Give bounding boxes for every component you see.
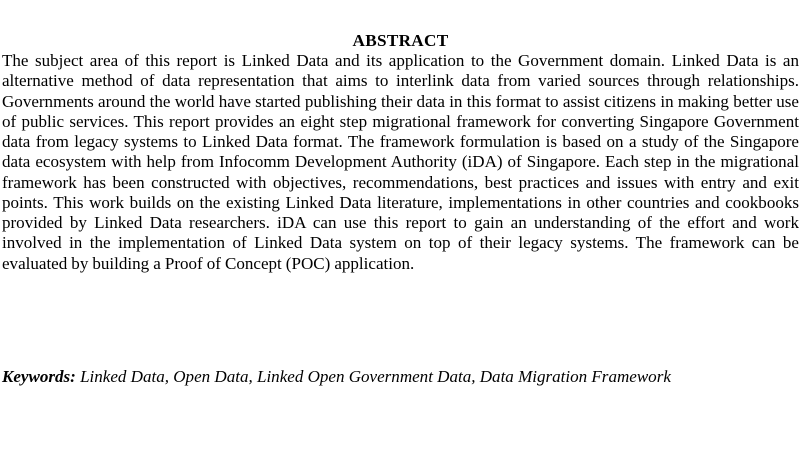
keywords-line <box>2 367 671 387</box>
keywords-text: Linked Data, Open Data, Linked Open Government Data, Data Migration Framework <box>80 367 671 386</box>
keywords-label: Keywords: <box>2 367 76 386</box>
abstract-heading: ABSTRACT <box>352 31 449 50</box>
abstract-body: The subject area of this report is Linked Data and its application to the Government domain. Linked Data is an alternative method of data representation that aims to interlink data from varied sources through relationships. Governments around the world have started publishing their data in this format to assist citizens in making better use of public services. This report provides an eight step migrational framework for converting Singapore Government data from legacy systems to Linked Data format. The framework formulation is based on a study of the Singapore data ecosystem with help from Infocomm Development Authority (iDA) of Singapore. Each step in the migrational framework has been constructed with objectives, recommendations, best practices and issues with entry and exit points. This work builds on the existing Linked Data literature, implementations in other countries and cookbooks provided by Linked Data researchers. iDA can use this report to gain an understanding of the effort and work involved in the implementation of Linked Data system on top of their legacy systems. The framework can be evaluated by building a Proof of Concept (POC) application. <box>2 51 799 273</box>
